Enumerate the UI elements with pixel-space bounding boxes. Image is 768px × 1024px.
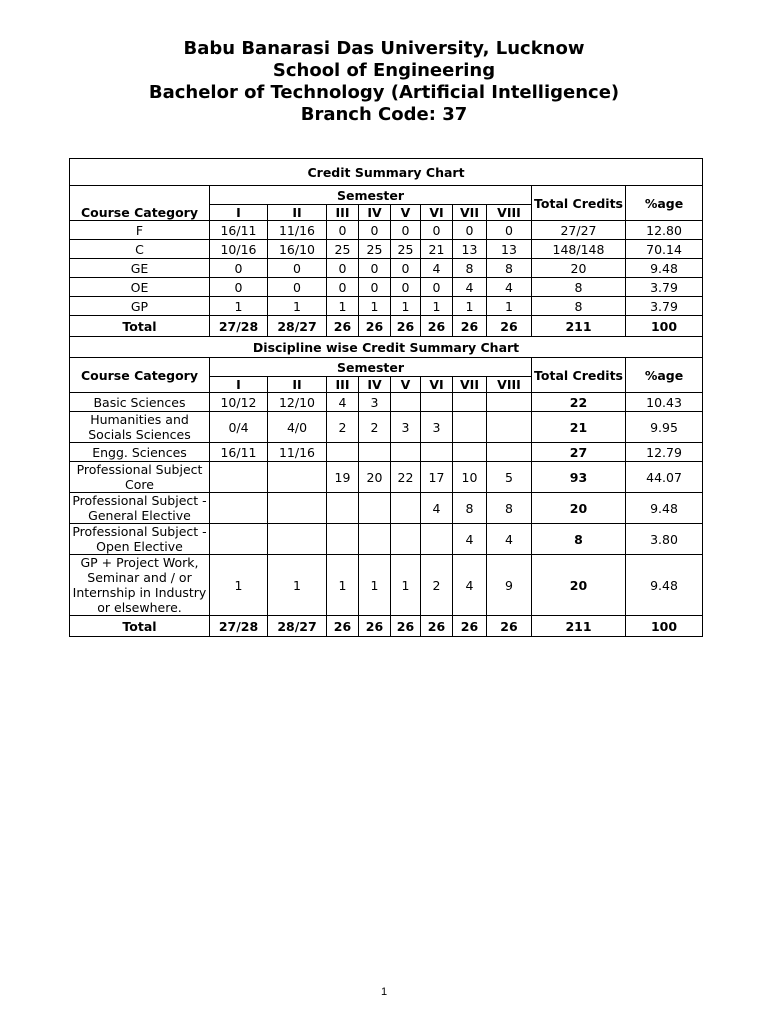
percentage-cell: 9.95 [626,412,703,443]
semester-credit-cell: 1 [327,297,359,316]
semester-total-cell: 26 [487,316,532,337]
course-category-cell: Professional Subject Core [70,462,210,493]
semester-credit-cell [391,443,421,462]
semester-credit-cell: 4 [453,278,487,297]
semester-credit-cell: 3 [421,412,453,443]
semester-credit-cell: 1 [421,297,453,316]
semester-credit-cell: 22 [391,462,421,493]
semester-credit-cell: 0 [391,278,421,297]
semester-credit-cell [359,524,391,555]
semester-total-cell: 26 [327,316,359,337]
semester-credit-cell: 0 [210,278,268,297]
semester-total-cell: 27/28 [210,316,268,337]
course-category-cell: Professional Subject -Open Elective [70,524,210,555]
semester-credit-cell: 1 [359,297,391,316]
semester-credit-cell: 11/16 [268,443,327,462]
semester-credit-cell: 0 [421,221,453,240]
semester-credit-cell: 3 [391,412,421,443]
total-credits-cell: 22 [532,393,626,412]
document-header [0,38,768,126]
semester-credit-cell: 4 [327,393,359,412]
semester-total-cell: 26 [421,616,453,637]
semester-I-header: I [210,377,268,393]
table-row [70,278,703,297]
total-credits-cell: 8 [532,278,626,297]
semester-credit-cell: 5 [487,462,532,493]
semester-VII-header: VII [453,377,487,393]
semester-credit-cell [487,393,532,412]
semester-credit-cell: 4 [487,278,532,297]
total-credits-cell: 27 [532,443,626,462]
table-row [70,524,703,555]
total-credits-cell: 148/148 [532,240,626,259]
total-credits-header: Total Credits [532,358,626,393]
semester-credit-cell: 0 [327,221,359,240]
semester-credit-cell [210,462,268,493]
course-category-cell: Humanities and Socials Sciences [70,412,210,443]
percentage-cell: 3.79 [626,297,703,316]
semester-total-cell: 28/27 [268,316,327,337]
percentage-cell: 9.48 [626,555,703,616]
percentage-header: %age [626,186,703,221]
course-category-cell: GE [70,259,210,278]
section-title: Discipline wise Credit Summary Chart [70,337,703,358]
semester-VII-header: VII [453,205,487,221]
semester-credit-cell: 13 [487,240,532,259]
semester-total-cell: 26 [359,316,391,337]
semester-total-cell: 26 [327,616,359,637]
semester-credit-cell: 8 [487,259,532,278]
semester-credit-cell: 0 [359,278,391,297]
semester-credit-cell: 10 [453,462,487,493]
course-category-header: Course Category [70,358,210,393]
semester-total-cell: 26 [453,616,487,637]
semester-credit-cell [268,462,327,493]
semester-credit-cell [487,443,532,462]
semester-total-cell: 26 [421,316,453,337]
total-label: Total [70,616,210,637]
semester-credit-cell: 0 [359,259,391,278]
semester-credit-cell [327,443,359,462]
semester-total-cell: 28/27 [268,616,327,637]
semester-V-header: V [391,205,421,221]
semester-credit-cell: 20 [359,462,391,493]
total-credits-cell: 27/27 [532,221,626,240]
semester-credit-cell: 1 [487,297,532,316]
semester-credit-cell: 10/12 [210,393,268,412]
percentage-cell: 12.80 [626,221,703,240]
total-credits-cell: 20 [532,493,626,524]
semester-II-header: II [268,377,327,393]
semester-credit-cell: 25 [327,240,359,259]
table-row [70,443,703,462]
table-row [70,412,703,443]
semester-credit-cell: 1 [327,555,359,616]
semester-credit-cell [359,493,391,524]
semester-credit-cell: 11/16 [268,221,327,240]
semester-credit-cell [210,524,268,555]
percentage-cell: 9.48 [626,259,703,278]
semester-credit-cell: 0 [210,259,268,278]
semester-credit-cell [487,412,532,443]
table-row [70,259,703,278]
total-row [70,316,703,337]
semester-credit-cell: 1 [268,297,327,316]
total-credits-cell: 21 [532,412,626,443]
semester-credit-cell: 4 [453,524,487,555]
semester-credit-cell [327,524,359,555]
course-category-cell: GP [70,297,210,316]
total-credits-cell: 20 [532,259,626,278]
semester-credit-cell [453,393,487,412]
table-row [70,462,703,493]
total-credits-cell: 20 [532,555,626,616]
semester-VIII-header: VIII [487,205,532,221]
semester-credit-cell: 1 [210,297,268,316]
semester-credit-cell [391,524,421,555]
semester-credit-cell: 16/10 [268,240,327,259]
semester-credit-cell: 9 [487,555,532,616]
course-category-cell: C [70,240,210,259]
semester-IV-header: IV [359,205,391,221]
semester-II-header: II [268,205,327,221]
semester-credit-cell: 1 [359,555,391,616]
percentage-cell: 3.79 [626,278,703,297]
grand-total-percentage: 100 [626,616,703,637]
semester-credit-cell: 2 [327,412,359,443]
table-row [70,297,703,316]
semester-credit-cell: 0 [391,221,421,240]
percentage-cell: 10.43 [626,393,703,412]
semester-credit-cell [268,493,327,524]
course-category-cell: GP + Project Work, Seminar and / or Internship in Industry or elsewhere. [70,555,210,616]
semester-credit-cell: 4 [453,555,487,616]
semester-credit-cell [391,493,421,524]
semester-credit-cell: 1 [268,555,327,616]
semester-credit-cell: 1 [453,297,487,316]
semester-credit-cell: 0 [327,259,359,278]
semester-credit-cell: 25 [391,240,421,259]
semester-credit-cell [453,443,487,462]
course-category-cell: OE [70,278,210,297]
semester-total-cell: 27/28 [210,616,268,637]
semester-credit-cell: 8 [453,259,487,278]
semester-credit-cell: 4 [421,493,453,524]
semester-credit-cell: 4/0 [268,412,327,443]
semester-credit-cell: 1 [391,555,421,616]
branch-code: Branch Code: 37 [300,104,468,125]
course-category-header: Course Category [70,186,210,221]
semester-V-header: V [391,377,421,393]
course-category-cell: Engg. Sciences [70,443,210,462]
semester-credit-cell [327,493,359,524]
course-category-cell: Basic Sciences [70,393,210,412]
semester-credit-cell: 8 [453,493,487,524]
percentage-cell: 44.07 [626,462,703,493]
semester-header: Semester [210,186,532,205]
semester-VIII-header: VIII [487,377,532,393]
grand-total-credits: 211 [532,316,626,337]
total-row [70,616,703,637]
university-name: Babu Banarasi Das University, Lucknow [183,38,585,59]
semester-credit-cell: 16/11 [210,443,268,462]
table-header-row [70,358,703,377]
total-credits-header: Total Credits [532,186,626,221]
semester-credit-cell: 0 [268,278,327,297]
semester-credit-cell: 4 [487,524,532,555]
semester-credit-cell [359,443,391,462]
table-row [70,555,703,616]
semester-III-header: III [327,377,359,393]
semester-credit-cell: 0 [453,221,487,240]
semester-credit-cell: 1 [210,555,268,616]
semester-total-cell: 26 [391,316,421,337]
semester-credit-cell: 4 [421,259,453,278]
table-header-row [70,186,703,205]
semester-credit-cell: 16/11 [210,221,268,240]
table-row [70,493,703,524]
semester-total-cell: 26 [391,616,421,637]
semester-credit-cell [391,393,421,412]
total-label: Total [70,316,210,337]
semester-I-header: I [210,205,268,221]
semester-credit-cell: 0/4 [210,412,268,443]
total-credits-cell: 8 [532,524,626,555]
semester-credit-cell [210,493,268,524]
course-category-cell: Professional Subject -General Elective [70,493,210,524]
course-category-cell: F [70,221,210,240]
semester-credit-cell [421,524,453,555]
semester-VI-header: VI [421,205,453,221]
percentage-cell: 3.80 [626,524,703,555]
semester-credit-cell: 10/16 [210,240,268,259]
program-name: Bachelor of Technology (Artificial Intelligence) [148,82,620,103]
semester-credit-cell: 12/10 [268,393,327,412]
page-number: 1 [380,986,388,998]
semester-credit-cell: 0 [359,221,391,240]
semester-credit-cell: 0 [268,259,327,278]
grand-total-percentage: 100 [626,316,703,337]
grand-total-credits: 211 [532,616,626,637]
credit-summary-table [69,158,703,637]
semester-credit-cell: 19 [327,462,359,493]
percentage-cell: 9.48 [626,493,703,524]
semester-credit-cell: 8 [487,493,532,524]
total-credits-cell: 93 [532,462,626,493]
semester-IV-header: IV [359,377,391,393]
table-row [70,240,703,259]
percentage-cell: 12.79 [626,443,703,462]
semester-credit-cell: 17 [421,462,453,493]
semester-credit-cell: 21 [421,240,453,259]
school-name: School of Engineering [272,60,496,81]
section-title-row [70,159,703,186]
semester-credit-cell: 0 [391,259,421,278]
semester-credit-cell: 0 [421,278,453,297]
semester-total-cell: 26 [453,316,487,337]
semester-total-cell: 26 [359,616,391,637]
percentage-cell: 70.14 [626,240,703,259]
semester-credit-cell [453,412,487,443]
semester-credit-cell: 2 [359,412,391,443]
table-row [70,221,703,240]
percentage-header: %age [626,358,703,393]
semester-credit-cell [421,443,453,462]
semester-credit-cell: 25 [359,240,391,259]
semester-III-header: III [327,205,359,221]
semester-credit-cell: 1 [391,297,421,316]
section-title: Credit Summary Chart [70,159,703,186]
section-title-row [70,337,703,358]
semester-credit-cell [268,524,327,555]
semester-credit-cell: 0 [327,278,359,297]
semester-credit-cell: 3 [359,393,391,412]
semester-total-cell: 26 [487,616,532,637]
semester-credit-cell: 2 [421,555,453,616]
semester-credit-cell [421,393,453,412]
semester-credit-cell: 0 [487,221,532,240]
semester-header: Semester [210,358,532,377]
total-credits-cell: 8 [532,297,626,316]
semester-VI-header: VI [421,377,453,393]
table-row [70,393,703,412]
semester-credit-cell: 13 [453,240,487,259]
